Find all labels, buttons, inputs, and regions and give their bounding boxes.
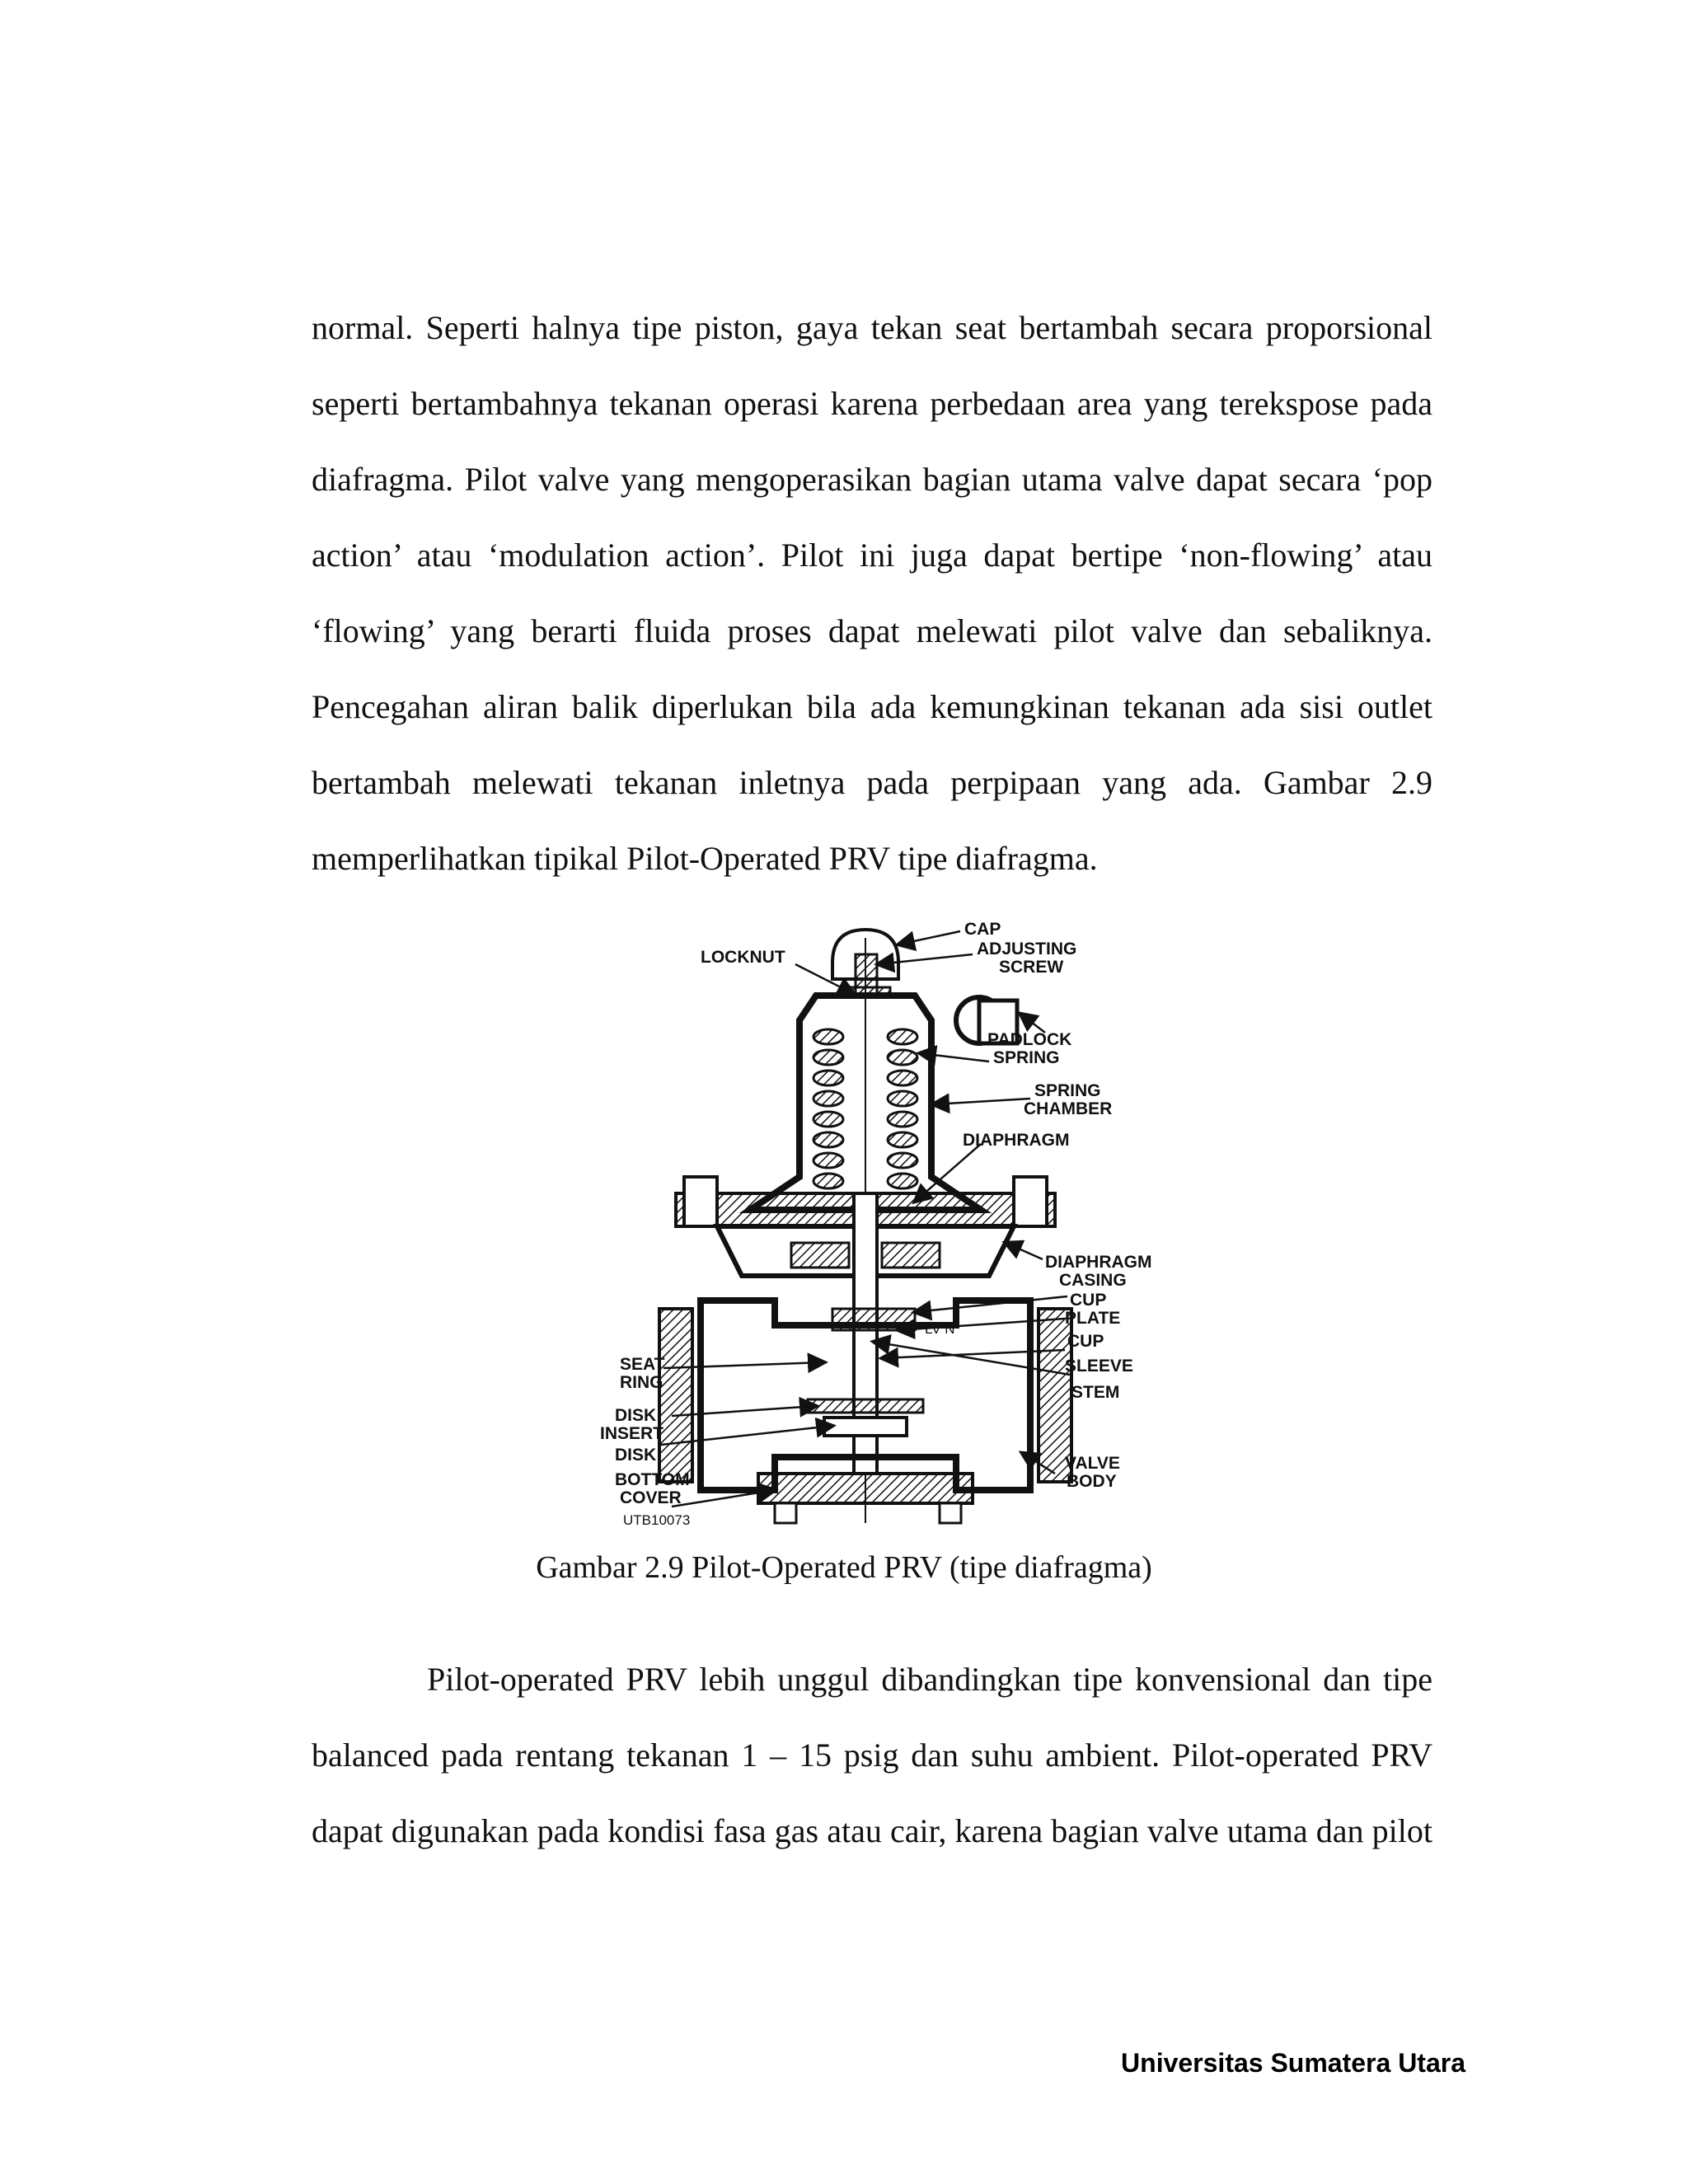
paragraph-1 — [312, 290, 1432, 897]
bottom-bolt-left — [775, 1503, 796, 1523]
label-valve-body-2: BODY — [1067, 1472, 1117, 1491]
label-disk-insert-1: DISK — [615, 1406, 657, 1425]
label-cup-plate-1: CUP — [1070, 1291, 1107, 1310]
label-disk: DISK — [615, 1446, 657, 1465]
text-line: balanced pada rentang tekanan 1 – 15 psig dan suhu ambient. Pilot-operated PRV — [312, 1736, 1432, 1774]
flange-bolt-left — [684, 1177, 717, 1226]
label-sleeve: SLEEVE — [1065, 1357, 1133, 1376]
flange-bolt-right — [1014, 1177, 1047, 1226]
label-bottom-cover-1: BOTTOM — [615, 1470, 690, 1489]
disk-shape — [824, 1418, 907, 1436]
label-cup-plate-2: PLATE — [1065, 1309, 1121, 1328]
paragraph-2 — [312, 1642, 1432, 1869]
footer-university: Universitas Sumatera Utara — [1121, 2048, 1465, 2078]
label-spring-chamber-2: CHAMBER — [1024, 1099, 1113, 1118]
label-stem: STEM — [1071, 1383, 1120, 1402]
figure-caption: Gambar 2.9 Pilot-Operated PRV (tipe diafragma) — [536, 1550, 1152, 1585]
label-diaphragm-casing-2: CASING — [1059, 1271, 1127, 1290]
label-seat-ring-1: SEAT — [620, 1355, 665, 1374]
label-adjusting-screw-1: ADJUSTING — [977, 940, 1077, 958]
label-locknut: LOCKNUT — [701, 948, 785, 967]
inlet-flange — [659, 1309, 692, 1482]
label-diaphragm: DIAPHRAGM — [963, 1131, 1070, 1150]
label-padlock: PADLOCK — [987, 1030, 1072, 1049]
bottom-cover-shape — [758, 1474, 973, 1503]
bottom-bolt-right — [940, 1503, 961, 1523]
label-diaphragm-casing-1: DIAPHRAGM — [1045, 1253, 1152, 1272]
text-line: Pilot-operated PRV lebih unggul dibandingkan tipe konvensional dan tipe — [427, 1661, 1432, 1698]
text-line: seperti bertambahnya tekanan operasi karena perbedaan area yang terekspose pada — [312, 385, 1432, 422]
text-line: action’ atau ‘modulation action’. Pilot ini juga dapat bertipe ‘non-flowing’ atau — [312, 537, 1432, 574]
text-line: Pencegahan aliran balik diperlukan bila ada kemungkinan tekanan ada sisi outlet — [312, 688, 1432, 725]
text-line: bertambah melewati tekanan inletnya pada perpipaan yang ada. Gambar 2.9 — [312, 764, 1432, 801]
label-figure-code: UTB10073 — [623, 1512, 691, 1528]
label-seat-ring-2: RING — [620, 1373, 663, 1392]
casing-block-right — [882, 1243, 940, 1268]
label-spring-chamber-1: SPRING — [1034, 1081, 1101, 1100]
label-bottom-cover-2: COVER — [620, 1488, 682, 1507]
text-line: normal. Seperti halnya tipe piston, gaya tekan seat bertambah secara proporsional — [312, 309, 1432, 346]
casing-block-left — [791, 1243, 849, 1268]
text-line: memperlihatkan tipikal Pilot-Operated PRV tipe diafragma. — [312, 840, 1098, 877]
label-cup: CUP — [1067, 1332, 1104, 1351]
text-line: diafragma. Pilot valve yang mengoperasikan bagian utama valve dapat secara ‘pop — [312, 461, 1432, 498]
seat-ring-shape — [808, 1399, 923, 1413]
text-line: ‘flowing’ yang berarti fluida proses dapat melewati pilot valve dan sebaliknya. — [312, 612, 1432, 649]
prv-diagram-figure — [593, 913, 1187, 1531]
label-valve-body-1: VALVE — [1065, 1454, 1120, 1473]
label-cap: CAP — [964, 920, 1001, 939]
prv-diagram — [593, 913, 1187, 1531]
inner-mark-label: LV N — [925, 1321, 955, 1337]
label-disk-insert-2: INSERT — [600, 1424, 664, 1443]
label-spring: SPRING — [993, 1048, 1060, 1067]
text-line: dapat digunakan pada kondisi fasa gas atau cair, karena bagian valve utama dan pilot — [312, 1812, 1432, 1849]
label-adjusting-screw-2: SCREW — [999, 958, 1064, 977]
